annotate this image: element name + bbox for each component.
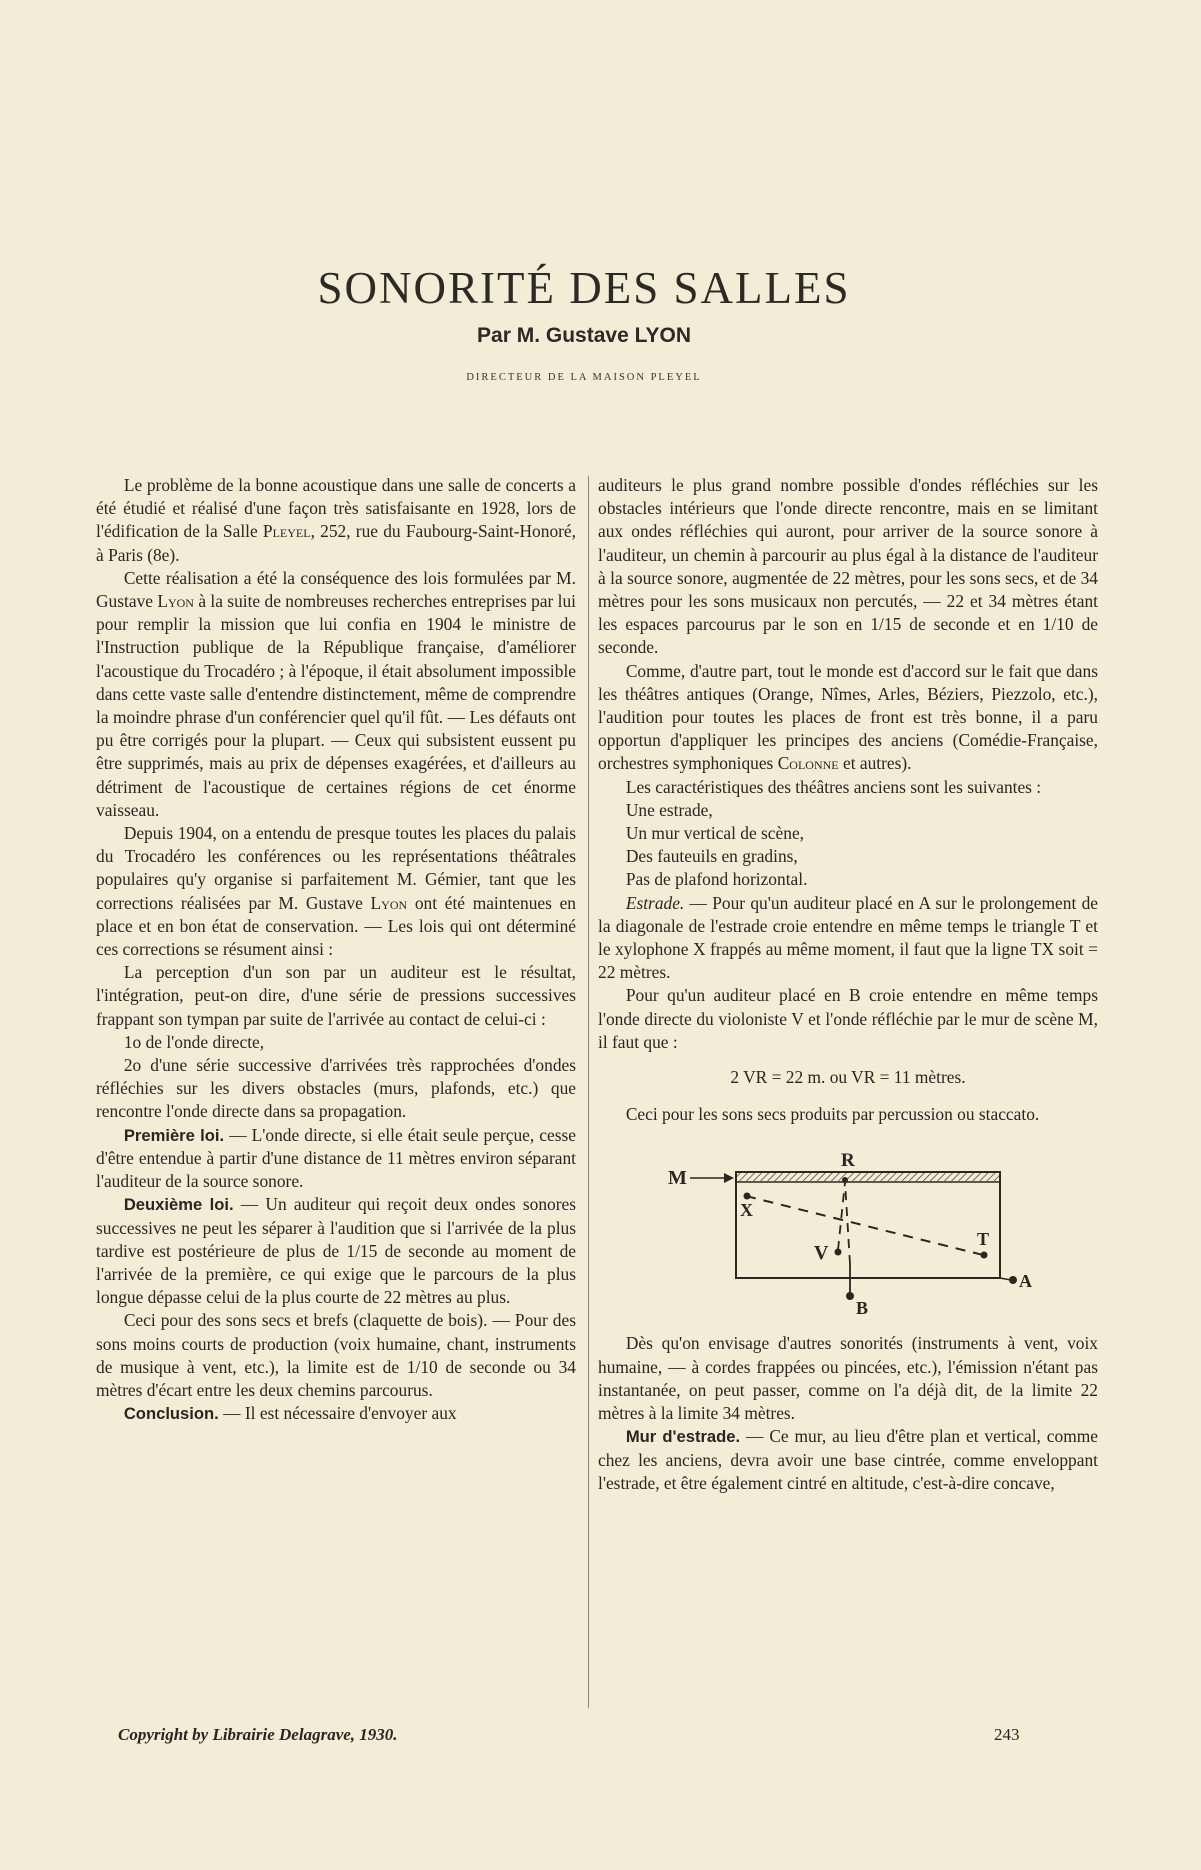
author-role: DIRECTEUR DE LA MAISON PLEYEL (466, 372, 702, 383)
conclusion-heading: Conclusion. (123, 1404, 219, 1424)
law-paragraph (96, 1124, 576, 1194)
paragraph (598, 660, 1098, 776)
conclusion-paragraph (96, 1402, 576, 1425)
law-heading: Première loi. (123, 1125, 225, 1145)
point-b (846, 1292, 854, 1300)
line-rv (838, 1182, 845, 1250)
text: — Un auditeur qui reçoit deux ondes sonores successives ne peut les séparer à l'audition que si l'arrivée de la plus tardive est postérieure de plus de 1/15 de seconde au moment de l'arrivée de la première, ce qui exige que le parcours de la plus longue dépasse celui de la plus courte de 22 mètres au plus. (96, 1194, 576, 1308)
label-b: B (856, 1298, 869, 1319)
text: ont été maintenues en place et en bon état de conservation. — Les lois qui ont déterminé ces corrections se résument ainsi : (96, 892, 576, 960)
text: — Pour qu'un auditeur placé en A sur le prolongement de la diagonale de l'estrade croie entendre en même temps le triangle T et le xylophone X frappés au même moment, il faut que la ligne TX soit = 22 mètres. (598, 892, 1098, 983)
list-item: Pas de plafond horizontal. (625, 869, 808, 890)
paragraph: Dès qu'on envisage d'autres sonorités (instruments à vent, voix humaine, — à cordes frappées ou pincées, etc.), l'émission n'étant pas instantanée, on peut passer, comme on l'a déjà dit, de la limite 22 mètres à la limite 34 mètres. (598, 1333, 1098, 1424)
paragraph: 1o de l'onde directe, (123, 1031, 265, 1052)
paragraph: Les caractéristiques des théâtres anciens sont les suivantes : (625, 776, 1042, 797)
mur-paragraph (598, 1425, 1098, 1495)
article-title: SONORITÉ DES SALLES (317, 263, 851, 313)
point-v (835, 1249, 842, 1256)
text: — Ce mur, au lieu d'être plan et vertical, comme chez les anciens, devra avoir une base cintrée, comme enveloppant l'estrade, et être également cintré en altitude, c'est-à-dire concave, (598, 1426, 1098, 1493)
text: Cette réalisation a été la conséquence des lois formulées par M. Gustave (96, 567, 576, 612)
paragraph: 2o d'une série successive d'arrivées très rapprochées d'ondes réfléchies sur les divers obstacles (murs, plafonds, etc.) que rencontre l'onde directe dans sa propagation. (96, 1055, 576, 1122)
paragraph (96, 822, 576, 961)
text-smallcaps: Colonne (777, 753, 839, 774)
left-column (96, 474, 576, 1425)
label-m: M (668, 1167, 687, 1190)
text: à la suite de nombreuses recherches entreprises par lui pour remplir la mission que lui confia en 1904 le ministre de l'Instruction publique de la République française, d'améliorer l'acoustique du Trocadéro ; à l'époque, il était absolument impossible dans cette vaste salle d'entendre distinctement, même de comprendre la moindre phrase d'un conférencier quel qu'il fût. — Les défauts ont pu être corrigés pour la plupart. — Ceux qui subsistent eussent pu être supprimés, mais au prix de dépenses exagérées, et d'ailleurs au détriment de l'acoustique de certaines régions de cet énorme vaisseau. (96, 591, 576, 820)
paragraph: La perception d'un son par un auditeur est le résultat, l'intégration, peut-on dire, d'une série de pressions successives frappant son tympan par suite de l'arrivée au contact de celui-ci : (96, 962, 576, 1029)
paragraph (96, 567, 576, 822)
article-byline: Par M. Gustave LYON (477, 324, 691, 347)
text: — Il est nécessaire d'envoyer aux (218, 1403, 457, 1424)
stage-outline (736, 1172, 1000, 1278)
page-number: 243 (994, 1725, 1020, 1744)
text-smallcaps: Lyon (370, 892, 408, 913)
point-a (1009, 1276, 1017, 1284)
estrade-heading: Estrade. (625, 892, 685, 913)
law-heading: Deuxième loi. (123, 1195, 234, 1215)
text: Depuis 1904, on a entendu de presque toutes les places du palais du Trocadéro les conférences ou les représentations théâtrales populaires qu'y organise si parfaitement M. Gémier, tant que les corrections réalisées par M. Gustave (96, 823, 576, 913)
point-x (744, 1193, 751, 1200)
text: et autres). (838, 753, 912, 774)
text: Comme, d'autre part, tout le monde est d'accord sur le fait que dans les théâtres antiques (Orange, Nîmes, Arles, Béziers, Piezzolo, etc.), l'audition pour toutes les places de front est très bonne, il a paru opportun d'appliquer les principes des anciens (Comédie-Française, orchestres symphoniques (598, 660, 1098, 774)
formula: 2 VR = 22 m. ou VR = 11 mètres. (730, 1067, 966, 1088)
label-r: R (841, 1150, 855, 1172)
text: Le problème de la bonne acoustique dans une salle de concerts a été étudié et réalisé d'une façon très satisfaisante en 1928, lors de l'édification de la Salle (96, 475, 576, 542)
paragraph (96, 474, 576, 567)
stage-diagram (598, 1138, 1098, 1328)
paragraph: Ceci pour des sons secs et brefs (claquette de bois). — Pour des sons moins courts de production (voix humaine, chant, instruments de musique à vent, etc.), la limite est de 1/10 de seconde ou 34 mètres d'écart entre les deux chemins parcourus. (96, 1310, 576, 1400)
column-divider (588, 476, 589, 1708)
law-paragraph (96, 1193, 576, 1309)
estrade-paragraph (598, 892, 1098, 985)
line-vr (845, 1182, 850, 1264)
arrow-head-m (724, 1173, 734, 1183)
point-t (981, 1252, 988, 1259)
line-tx (746, 1196, 983, 1255)
text: , 252, rue du Faubourg-Saint-Honoré, à Paris (8e). (96, 521, 576, 565)
stage-diagram-svg (598, 1138, 1098, 1328)
copyright-notice: Copyright by Librairie Delagrave, 1930. (118, 1725, 398, 1744)
text-smallcaps: Lyon (157, 591, 194, 612)
list-item: Des fauteuils en gradins, (625, 846, 798, 867)
paragraph: auditeurs le plus grand nombre possible d'ondes réfléchies sur les obstacles intérieurs que l'onde directe rencontre, mais en se limitant aux ondes réfléchies qui auront, pour arriver de la source sonore à l'auditeur, un chemin à parcourir au plus égal à la distance de l'auditeur à la source sonore, augmentée de 22 mètres, pour les sons secs, et de 34 mètres pour les sons musicaux non percutés, — 22 et 34 mètres étant les espaces parcourus par le son en 1/15 de seconde et en 1/10 de seconde. (598, 475, 1098, 658)
text-smallcaps: Pleyel (262, 521, 311, 542)
paragraph: Ceci pour les sons secs produits par percussion ou staccato. (625, 1104, 1040, 1125)
mur-heading: Mur d'estrade. (625, 1427, 741, 1447)
list-item: Un mur vertical de scène, (625, 823, 805, 844)
label-x: X (740, 1200, 753, 1221)
list-item: Une estrade, (625, 799, 713, 820)
label-v: V (814, 1242, 829, 1265)
text: — L'onde directe, si elle était seule perçue, cesse d'être entendue à partir d'une distance de 11 mètres environ séparant l'auditeur de la source sonore. (96, 1124, 576, 1192)
paragraph: Pour qu'un auditeur placé en B croie entendre en même temps l'onde directe du violoniste V et l'onde réfléchie par le mur de scène M, il faut que : (598, 985, 1098, 1052)
label-a: A (1019, 1271, 1032, 1292)
label-t: T (977, 1229, 990, 1250)
stage-wall-hatch (737, 1173, 999, 1181)
right-column (598, 474, 1098, 1495)
